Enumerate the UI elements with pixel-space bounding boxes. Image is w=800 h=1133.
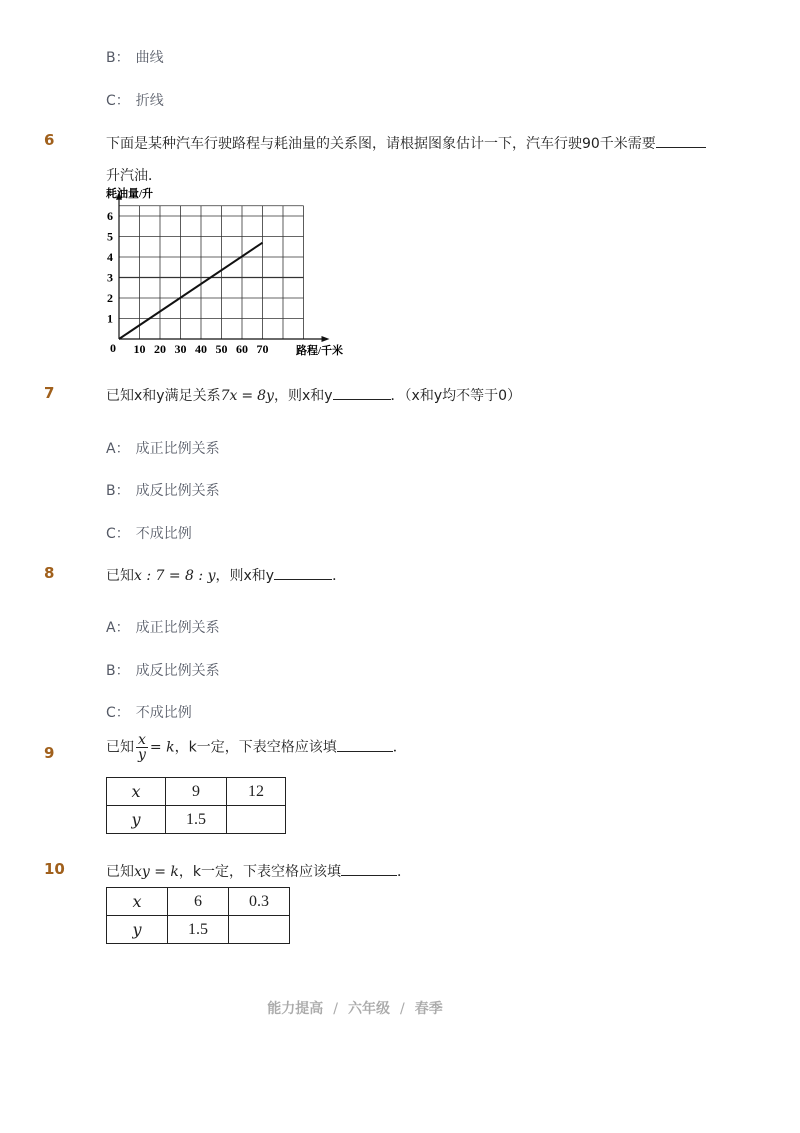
question-part: 已知x和y满足关系 (106, 388, 221, 404)
answer-blank[interactable] (656, 135, 706, 148)
table-cell: 0.3 (229, 888, 290, 916)
y-tick-label: 1 (107, 311, 113, 326)
option-c[interactable] (106, 702, 192, 722)
option-label: C： (106, 93, 130, 109)
option-b[interactable] (106, 660, 220, 680)
option-a[interactable] (106, 617, 220, 637)
equation-right: 8y (257, 388, 274, 404)
question-number: 8 (44, 564, 55, 582)
table-cell: x (107, 888, 168, 916)
x-axis-arrow (322, 336, 330, 342)
x-tick-label: 20 (154, 342, 166, 356)
table-cell: y (107, 916, 168, 944)
y-tick-label: 3 (107, 270, 113, 285)
option-text: 不成比例 (135, 705, 192, 721)
question-part: ．（x和y均不等于0） (390, 388, 522, 404)
option-label: B： (106, 50, 130, 66)
option-text: 成反比例关系 (135, 483, 220, 499)
question-part: ，则x和y (273, 388, 333, 404)
equation: xy = k (134, 864, 179, 880)
option-c[interactable] (106, 90, 164, 110)
table-cell: 1.5 (168, 916, 229, 944)
question-text (106, 861, 411, 881)
x-tick-label: 50 (215, 342, 228, 356)
answer-blank[interactable] (274, 567, 332, 580)
question-number: 7 (44, 384, 55, 402)
option-label: B： (106, 663, 130, 679)
value-table (106, 887, 290, 944)
footer-separator: / (333, 1001, 338, 1017)
option-text: 成反比例关系 (135, 663, 220, 679)
y-tick-label: 6 (107, 209, 113, 223)
table-row (107, 888, 290, 916)
option-text: 曲线 (135, 50, 164, 66)
option-label: A： (106, 441, 130, 457)
question-text (106, 385, 521, 405)
x-tick-label: 40 (195, 342, 207, 356)
footer-grade: 六年级 (348, 1001, 390, 1017)
question-part: ． (397, 864, 412, 880)
origin-label: 0 (110, 341, 116, 355)
question-part: ． (392, 739, 407, 756)
option-label: C： (106, 526, 130, 542)
table-cell: 12 (227, 778, 286, 806)
table-cell: 6 (168, 888, 229, 916)
question-text (106, 133, 706, 153)
table-cell-blank[interactable] (229, 916, 290, 944)
question-number: 9 (44, 744, 55, 762)
answer-blank[interactable] (337, 739, 393, 752)
answer-blank[interactable] (341, 863, 397, 876)
footer-course: 能力提高 (267, 1001, 324, 1017)
table-row (107, 778, 286, 806)
y-axis-label: 耗油量/升 (106, 188, 154, 200)
option-c[interactable] (106, 523, 192, 543)
table-cell: 1.5 (166, 806, 227, 834)
option-label: C： (106, 705, 130, 721)
fuel-chart (96, 184, 366, 362)
fraction-numerator: x (136, 733, 148, 748)
x-tick-label: 60 (236, 342, 248, 356)
equation-left: 7x (220, 388, 238, 404)
x-tick-label: 30 (174, 342, 187, 356)
question-text (106, 565, 346, 585)
x-tick-label: 10 (133, 342, 146, 356)
footer-season: 春季 (414, 1001, 443, 1017)
question-number: 10 (44, 860, 65, 878)
question-part: ． (332, 568, 347, 584)
question-part: 已知 (106, 739, 134, 756)
question-part: ，则x和y (215, 568, 275, 584)
option-label: A： (106, 620, 130, 636)
option-a[interactable] (106, 438, 220, 458)
question-part: 已知 (106, 864, 134, 880)
option-label: B： (106, 483, 130, 499)
y-tick-label: 4 (107, 250, 113, 264)
footer-separator: / (400, 1001, 405, 1017)
equation-equals: = (241, 388, 254, 404)
table-cell-blank[interactable] (227, 806, 286, 834)
page-footer (0, 998, 710, 1018)
option-b[interactable] (106, 47, 164, 67)
question-number: 6 (44, 131, 55, 149)
question-part: ，k一定，下表空格应该填 (174, 739, 337, 756)
table-cell: y (107, 806, 166, 834)
question-part: ，k一定，下表空格应该填 (178, 864, 342, 880)
question-text (106, 733, 407, 762)
y-tick-label: 2 (107, 291, 113, 305)
table-cell: 9 (166, 778, 227, 806)
question-line: 升汽油． (106, 168, 162, 184)
option-text: 折线 (135, 93, 164, 109)
value-table (106, 777, 286, 834)
option-text: 成正比例关系 (135, 620, 220, 636)
y-tick-label: 5 (107, 229, 113, 244)
x-axis-label: 路程/千米 (296, 345, 344, 357)
equation: = k (149, 739, 175, 756)
fraction (136, 733, 148, 762)
question-part: 已知 (106, 568, 134, 584)
x-tick-label: 70 (256, 342, 269, 356)
question-line: 下面是某种汽车行驶路程与耗油量的关系图，请根据图象估计一下，汽车行驶90千米需要 (106, 136, 656, 152)
equation: x : 7 = 8 : y (134, 568, 216, 584)
table-row (107, 806, 286, 834)
table-cell: x (107, 778, 166, 806)
option-text: 不成比例 (135, 526, 192, 542)
table-row (107, 916, 290, 944)
option-b[interactable] (106, 480, 220, 500)
answer-blank[interactable] (333, 387, 391, 400)
option-text: 成正比例关系 (135, 441, 220, 457)
fraction-denominator: y (138, 747, 146, 763)
